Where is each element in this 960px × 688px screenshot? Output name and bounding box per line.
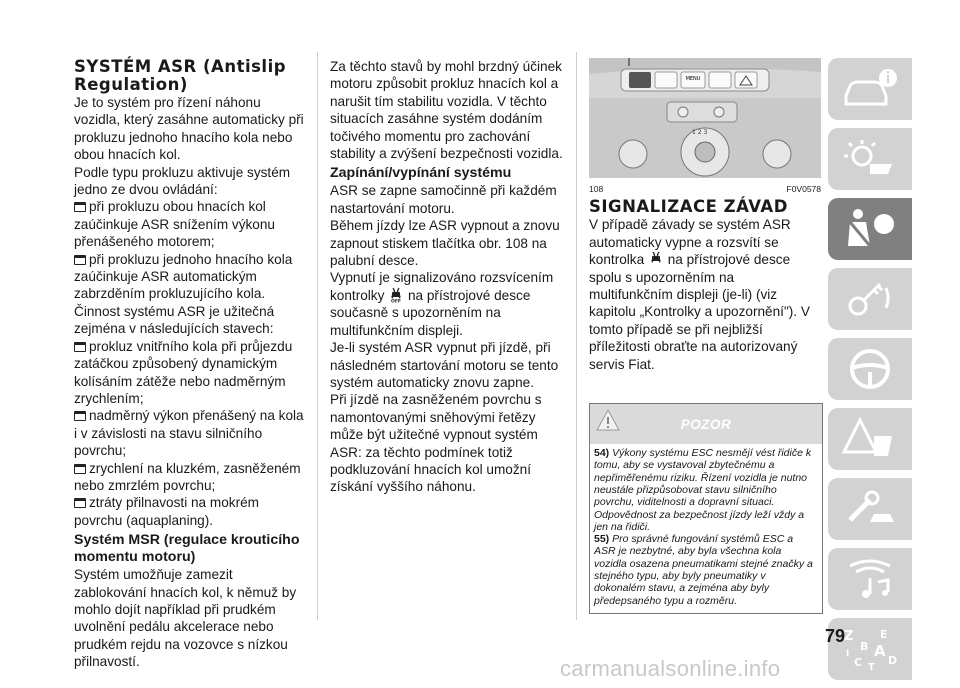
paragraph: Je-li systém ASR vypnut při jízdě, při následném startování motoru se tento systém automaticky znovu zapne. <box>330 340 559 390</box>
paragraph: Vypnutí je signalizováno rozsvícením kontrolky OFF na přístrojové desce současně s upozorněním na multifunkčním displeji. <box>330 270 554 338</box>
svg-text:D: D <box>888 654 898 667</box>
asr-fault-warning-light-icon <box>650 251 662 267</box>
section-heading-faults: SIGNALIZACE ZÁVAD <box>589 197 788 217</box>
warning-lights-icon <box>840 136 900 182</box>
tab-safety[interactable] <box>828 198 912 260</box>
bullet-item: nadměrný výkon přenášený na kola i v závislosti na stavu silničního povrchu; <box>74 408 304 459</box>
svg-text:OFF: OFF <box>391 299 402 303</box>
steering-wheel-icon <box>840 346 900 392</box>
bullet-item: při prokluzu obou hnacích kol zaúčinkuje ASR snížením výkonu přenášeného motorem; <box>74 199 275 250</box>
bullet-icon <box>74 411 86 421</box>
watermark: carmanualsonline.info <box>560 656 781 681</box>
tab-emergency[interactable] <box>828 408 912 470</box>
section-heading-asr: SYSTÉM ASR (Antislip Regulation) <box>74 57 287 94</box>
svg-text:I: I <box>846 649 850 659</box>
tab-car-info[interactable] <box>828 58 912 120</box>
paragraph: Při jízdě na zasněženém povrchu s namontovanými sněhovými řetězy může být užitečné vypnout systém ASR: za těchto podmínek totiž podkluzování hnacích kol umožní získání vyššího náhonu. <box>330 392 542 495</box>
bullet-icon <box>74 498 86 508</box>
warning-box <box>589 403 823 614</box>
subheading-on-off: Zapínání/vypínání systému <box>330 165 512 182</box>
tab-steering[interactable] <box>828 338 912 400</box>
svg-text:MENU: MENU <box>685 76 701 82</box>
tab-multimedia[interactable] <box>828 548 912 610</box>
tab-maintenance[interactable] <box>828 478 912 540</box>
bullet-item: prokluz vnitřního kola při průjezdu zatáčkou způsobený dynamickým kolísáním zátěže nebo nadměrným zrychlením; <box>74 338 293 406</box>
warning-title: POZOR <box>680 417 732 433</box>
column-divider-2 <box>576 52 577 620</box>
column-2 <box>330 58 564 496</box>
paragraph: V případě závady se systém ASR automaticky vypne a rozsvítí se kontrolka na přístrojové desce spolu s upozorněním na multifunkčním displeji (je-li) (viz kapitolu „Kontrolky a upozornění"). V tomto případě se při nejbližší příležitosti obraťte na autorizovaný servis Fiat. <box>589 217 810 372</box>
svg-text:C: C <box>854 656 863 669</box>
svg-text:E: E <box>880 628 888 641</box>
bullet-icon <box>74 342 86 352</box>
figure-number: 108 <box>589 184 604 194</box>
seatbelt-airbag-icon <box>840 206 900 252</box>
asr-off-warning-light-icon <box>390 287 402 303</box>
bullet-icon <box>74 464 86 474</box>
warning-body <box>590 444 822 613</box>
warning-header <box>590 404 822 444</box>
paragraph: Během jízdy lze ASR vypnout a znovu zapnout stiskem tlačítka obr. 108 na palubní desce. <box>330 218 560 269</box>
car-info-icon <box>840 66 900 112</box>
paragraph: Podle typu prokluzu aktivuje systém jedno ze dvou ovládání: <box>74 164 291 198</box>
svg-text:Z: Z <box>844 629 854 644</box>
paragraph: Za těchto stavů by mohl brzdný účinek motoru způsobit prokluz hnacích kol a narušit tím stabilitu vozidla. V těchto situacích zasáhne systém dodáním točivého momentu pro zachování stability a zvýšení bezpečnosti vozidla. <box>330 59 563 162</box>
paragraph: Systém umožňuje zamezit zablokování hnacích kol, k němuž by mohlo dojít například při prudkém uvolnění pedálu akcelerace nebo prudkém rejdu na vozovce s nízkou přilnavostí. <box>74 567 297 670</box>
figure-caption <box>589 181 821 198</box>
svg-text:B: B <box>860 640 869 653</box>
tab-dashboard-lights[interactable] <box>828 128 912 190</box>
bullet-icon <box>74 255 86 265</box>
svg-text:1 2 3: 1 2 3 <box>692 129 708 136</box>
page-number: 79 <box>825 626 846 646</box>
index-letters-icon <box>840 626 900 672</box>
bullet-item: zrychlení na kluzkém, zasněženém nebo zmrzlém povrchu; <box>74 460 301 493</box>
tab-starting-driving[interactable] <box>828 268 912 330</box>
multimedia-icon <box>840 556 900 602</box>
figure-code: F0V0578 <box>786 184 821 194</box>
column-1 <box>74 58 306 671</box>
paragraph: Činnost systému ASR je užitečná zejména v následujících stavech: <box>74 303 275 337</box>
paragraph: ASR se zapne samočinně při každém nastartování motoru. <box>330 183 557 216</box>
bullet-item: ztráty přilnavosti na mokrém povrchu (aquaplaning). <box>74 495 259 528</box>
svg-text:A: A <box>874 642 886 660</box>
bullet-item: při prokluzu jednoho hnacího kola zaúčinkuje ASR automatickým zabrzděním prokluzujícího kola. <box>74 251 293 302</box>
dashboard-illustration <box>589 58 821 178</box>
warning-note: 54) Výkony systému ESC nesmějí vést řidiče k tomu, aby se vystavoval zbytečnému a nepřiměřenému riziku. Řízení vozidla je nutno neustále přizpůsobovat stavu silničního povrchu, viditelnosti a dopravní situaci. Odpovědnost za bezpečnost jízdy leží vždy a jen na řidiči. <box>594 447 812 533</box>
key-icon <box>840 276 900 322</box>
svg-text:T: T <box>868 662 875 672</box>
emergency-icon <box>840 416 900 462</box>
warning-note: 55) Pro správné fungování systémů ESC a ASR je nezbytné, aby byla všechna kola vozidla osazena pneumatikami stejné značky a stejného typu, aby byly pneumatiky v dokonalém stavu, a zejména aby byly předepsaného typu a rozměru. <box>594 533 813 607</box>
dashboard-figure <box>589 58 821 178</box>
wrench-car-icon <box>840 486 900 532</box>
asr-button <box>629 72 651 88</box>
chapter-sidebar <box>828 58 912 688</box>
column-divider-1 <box>317 52 318 620</box>
column-3 <box>589 58 821 614</box>
paragraph: Je to systém pro řízení náhonu vozidla, který zasáhne automaticky při prokluzu jednoho hnacího kola nebo obou hnacích kol. <box>74 95 304 163</box>
bullet-icon <box>74 202 86 212</box>
subheading-msr: Systém MSR (regulace krouticího momentu motoru) <box>74 532 300 566</box>
